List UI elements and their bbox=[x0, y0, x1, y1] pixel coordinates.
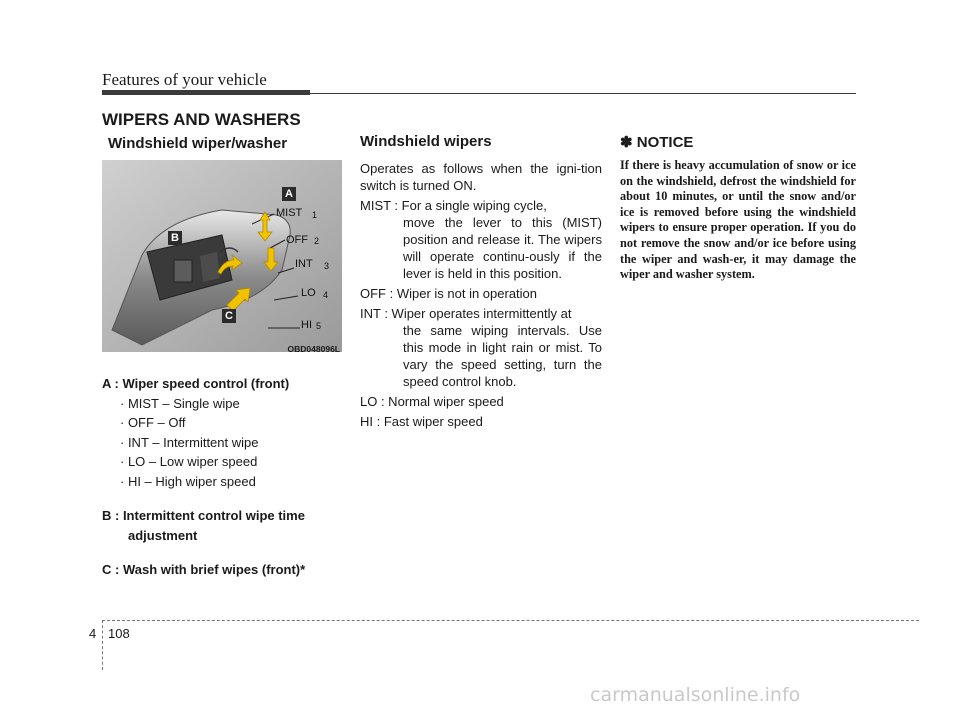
page-header-title: Features of your vehicle bbox=[102, 70, 267, 89]
mist-first-line: For a single wiping cycle, bbox=[401, 198, 547, 213]
notice-column bbox=[620, 130, 856, 283]
legend-c-heading: C : Wash with brief wipes (front)* bbox=[102, 562, 306, 577]
wipers-title: Windshield wipers bbox=[360, 133, 492, 150]
int-description: the same wiping intervals. Use this mode in light rain or mist. To vary the speed setting, turn the speed control knob. bbox=[403, 323, 602, 389]
legend-a-item: · MIST – Single wipe bbox=[120, 395, 240, 411]
callout-b-badge: B bbox=[168, 231, 182, 245]
notice-title: ✽ NOTICE bbox=[620, 134, 694, 151]
mist-number: 1 bbox=[312, 210, 318, 220]
watermark: carmanualsonline.info bbox=[590, 684, 801, 706]
mist-term: MIST : bbox=[360, 198, 402, 213]
int-definition bbox=[360, 305, 602, 390]
int-label: INT bbox=[295, 258, 313, 270]
legend-a-item: · LO – Low wiper speed bbox=[120, 454, 258, 469]
figure-title: Windshield wiper/washer bbox=[108, 135, 288, 152]
off-label: OFF bbox=[286, 234, 308, 246]
callout-a-badge: A bbox=[282, 187, 296, 201]
legend-b-continuation: adjustment bbox=[128, 527, 198, 543]
footer-vertical-rule bbox=[102, 620, 103, 670]
lo-definition: LO : Normal wiper speed bbox=[360, 394, 504, 409]
mist-definition bbox=[360, 197, 602, 282]
callout-c-badge: C bbox=[222, 309, 236, 323]
hi-label: HI bbox=[301, 319, 312, 331]
figure-column bbox=[102, 130, 342, 580]
legend-a-item: · HI – High wiper speed bbox=[120, 473, 256, 489]
hi-number: 5 bbox=[316, 321, 322, 331]
mist-label: MIST bbox=[276, 207, 303, 219]
hi-definition: HI : Fast wiper speed bbox=[360, 414, 483, 429]
figure-code: OBD048096L bbox=[287, 344, 340, 354]
figure-legend bbox=[102, 374, 342, 580]
off-definition: OFF : Wiper is not in operation bbox=[360, 286, 538, 301]
wiper-lever-figure bbox=[102, 160, 342, 352]
legend-a-item: · INT – Intermittent wipe bbox=[120, 434, 259, 450]
wipers-column bbox=[360, 130, 602, 430]
int-number: 3 bbox=[324, 261, 330, 271]
lo-number: 4 bbox=[323, 290, 329, 300]
notice-body: If there is heavy accumulation of snow or ice on the windshield, defrost the windshield for about 10 minutes, or until the snow and/or ice is removed before using the windshield wipers to ensure proper operation. If you do not remove the snow and/or ice before using the wiper and wash-er, it may damage the wiper and washer system. bbox=[620, 158, 856, 282]
off-number: 2 bbox=[314, 236, 320, 246]
chapter-number: 4 bbox=[89, 626, 97, 641]
wash-button bbox=[174, 260, 192, 282]
footer-rule bbox=[102, 620, 919, 621]
mist-description: move the lever to this (MIST) position and release it. The wipers will operate continu-ously if the lever is held in this position. bbox=[403, 215, 602, 281]
legend-b-heading: B : Intermittent control wipe time bbox=[102, 508, 305, 523]
knob-scale bbox=[200, 252, 220, 282]
page-number: 108 bbox=[108, 626, 130, 641]
legend-a-item: · OFF – Off bbox=[120, 415, 186, 430]
legend-a-heading: A : Wiper speed control (front) bbox=[102, 376, 290, 391]
wipers-intro: Operates as follows when the igni-tion switch is turned ON. bbox=[360, 161, 602, 193]
int-term: INT : bbox=[360, 306, 392, 321]
header-rule-thin bbox=[310, 93, 856, 94]
header-rule-thick bbox=[102, 90, 310, 95]
int-first-line: Wiper operates intermittently at bbox=[391, 306, 572, 321]
lo-label: LO bbox=[301, 287, 316, 299]
section-title: WIPERS AND WASHERS bbox=[102, 110, 301, 129]
